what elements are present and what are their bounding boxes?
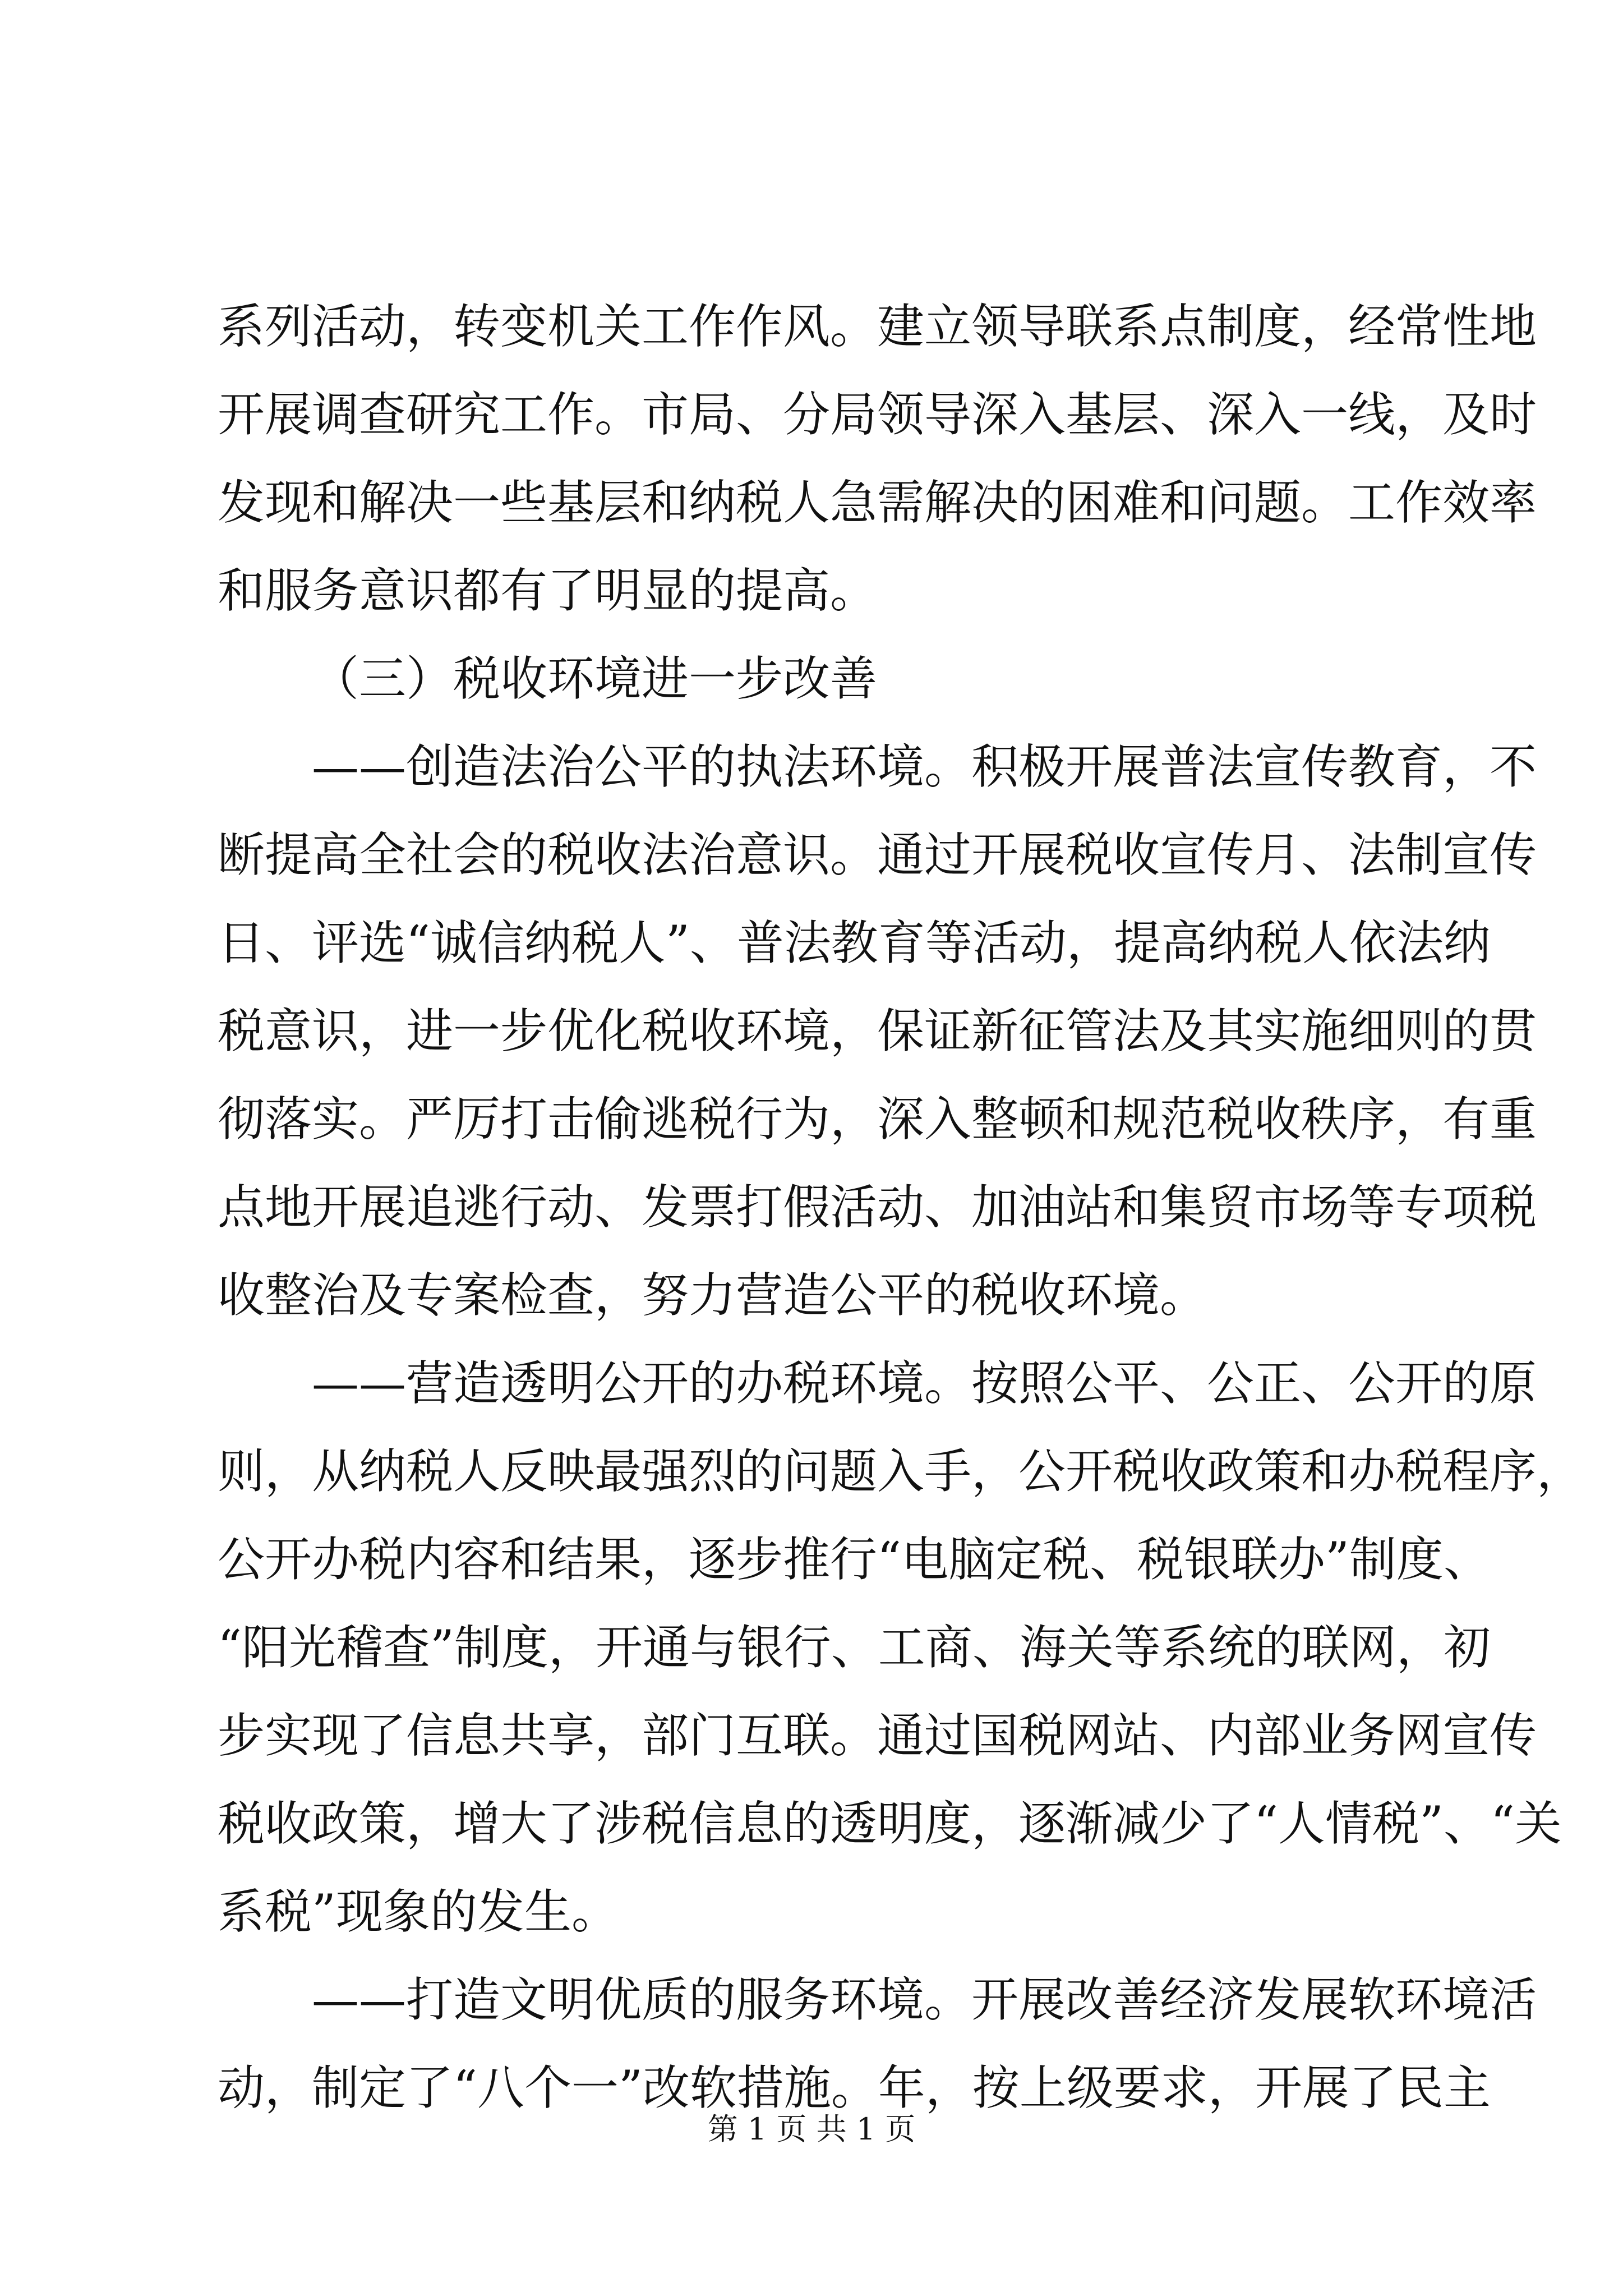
text-line: 发现和解决一些基层和纳税人急需解决的困难和问题。工作效率 <box>218 475 1537 530</box>
text-line: ——创造法治公平的执法环境。积极开展普法宣传教育，不 <box>312 739 1537 794</box>
text-line: 开展调查研究工作。市局、分局领导深入基层、深入一线，及时 <box>218 387 1537 442</box>
text-line: 收整治及专案检查，努力营造公平的税收环境。 <box>218 1268 1207 1323</box>
text-line: 系税”现象的发生。 <box>218 1884 619 1939</box>
text-line: “阳光稽查”制度，开通与银行、工商、海关等系统的联网，初 <box>218 1620 1491 1675</box>
text-line: 税意识，进一步优化税收环境，保证新征管法及其实施细则的贯 <box>218 1004 1537 1059</box>
text-line: 日、评选“诚信纳税人”、普法教育等活动，提高纳税人依法纳 <box>218 915 1491 970</box>
page-footer: 第 1 页 共 1 页 <box>707 2111 916 2147</box>
document-body <box>218 299 1584 2152</box>
text-line: 和服务意识都有了明显的提高。 <box>218 563 878 618</box>
text-line: 系列活动，转变机关工作作风。建立领导联系点制度，经常性地 <box>218 299 1537 354</box>
text-line: 公开办税内容和结果，逐步推行“电脑定税、税银联办”制度、 <box>218 1532 1491 1587</box>
text-line: ——营造透明公开的办税环境。按照公平、公正、公开的原 <box>312 1356 1537 1411</box>
text-line: 点地开展追逃行动、发票打假活动、加油站和集贸市场等专项税 <box>218 1180 1537 1235</box>
text-line: ——打造文明优质的服务环境。开展改善经济发展软环境活 <box>312 1972 1537 2027</box>
text-line: 断提高全社会的税收法治意识。通过开展税收宣传月、法制宣传 <box>218 827 1537 882</box>
text-line: 则，从纳税人反映最强烈的问题入手，公开税收政策和办税程序， <box>218 1444 1584 1499</box>
text-line: 彻落实。严厉打击偷逃税行为，深入整顿和规范税收秩序，有重 <box>218 1092 1537 1147</box>
text-line: 税收政策，增大了涉税信息的透明度，逐渐减少了“人情税”、“关 <box>218 1796 1562 1851</box>
text-line: 步实现了信息共享，部门互联。通过国税网站、内部业务网宣传 <box>218 1708 1537 1763</box>
text-line: （三）税收环境进一步改善 <box>312 651 878 706</box>
text-line: 动，制定了“八个一”改软措施。年，按上级要求，开展了民主 <box>218 2060 1491 2115</box>
